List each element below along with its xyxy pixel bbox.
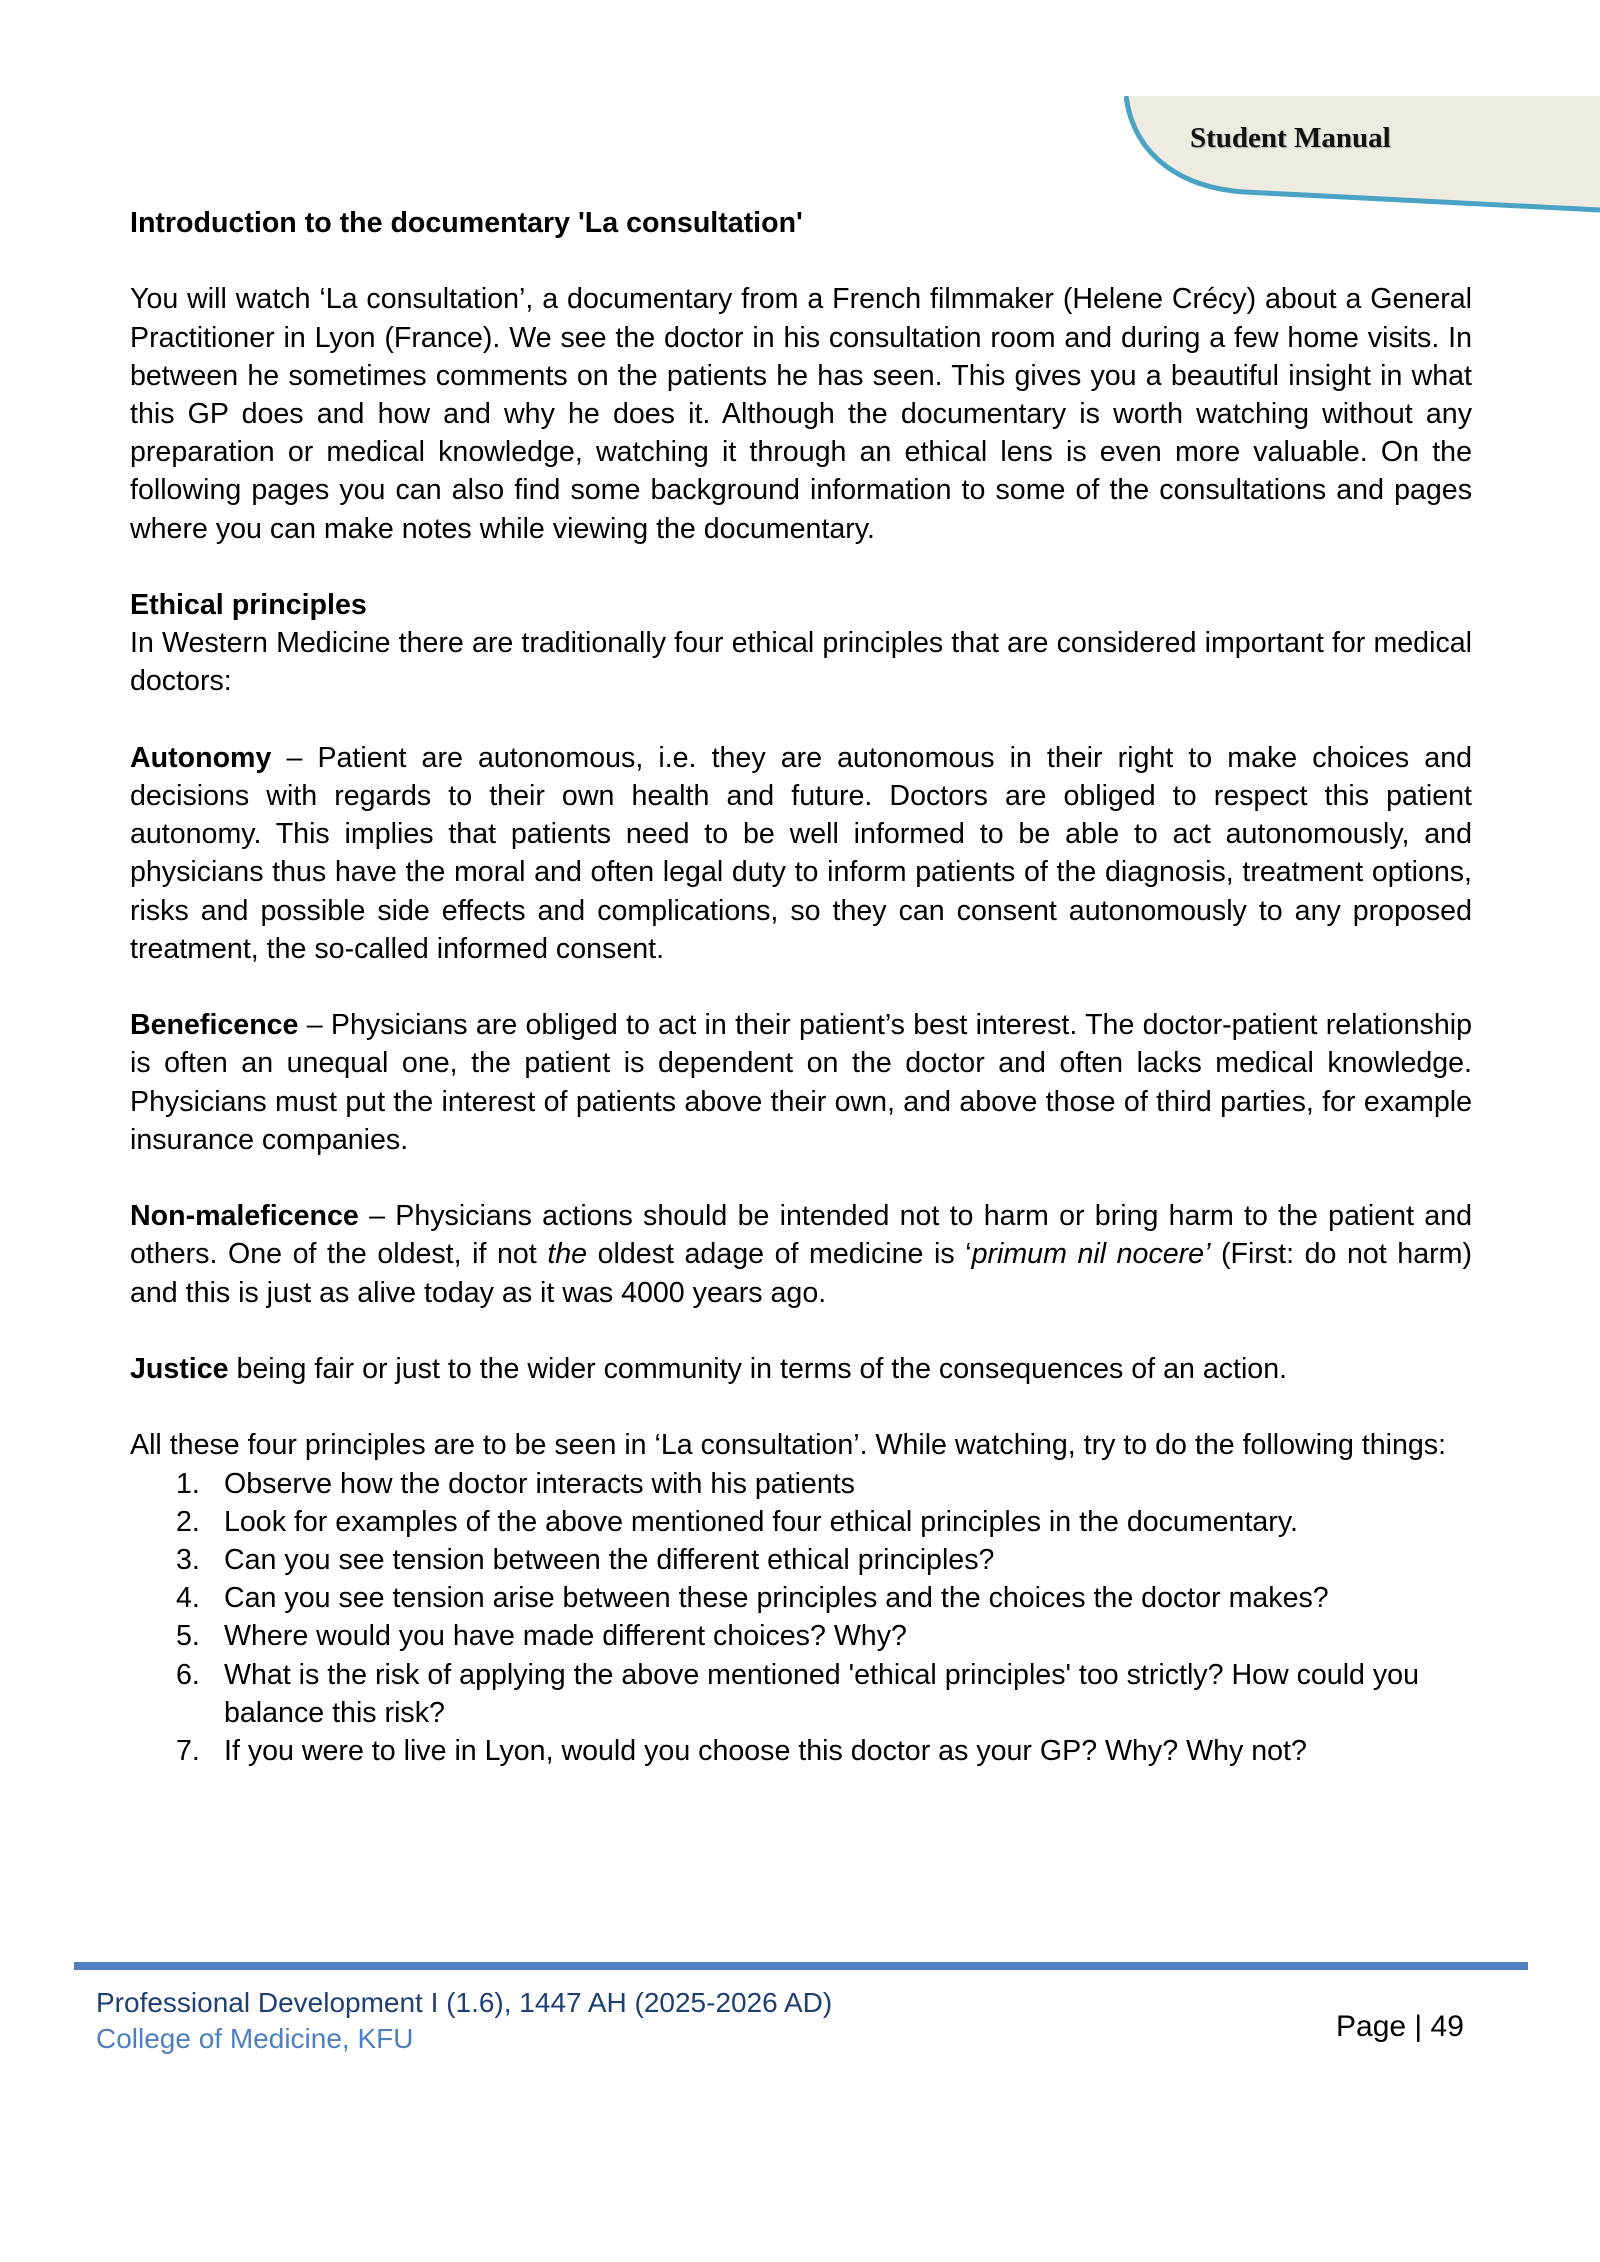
nonmaleficence-text-2: oldest adage of medicine is ‘ [587, 1238, 972, 1271]
nonmaleficence-text-3: (First: do not harm) and this is just as alive today as it was 4000 years ago. [130, 1238, 1472, 1309]
footer-info [96, 1985, 832, 2057]
intro-heading: Introduction to the documentary 'La consultation' [130, 207, 803, 239]
list-item [130, 1579, 1472, 1617]
list-item-text: Observe how the doctor interacts with his patients [224, 1467, 855, 1500]
tasks-intro: All these four principles are to be seen in ‘La consultation’. While watching, try to do the following things: [130, 1429, 1447, 1462]
justice-paragraph [130, 1350, 1472, 1388]
beneficence-paragraph [130, 1006, 1472, 1159]
list-item [130, 1465, 1472, 1503]
autonomy-text: – Patient are autonomous, i.e. they are autonomous in their right to make choices and decisions with regards to their own health and future. Doctors are obliged to respect this patient autonomy. This implies that patients need to be well informed to be able to act autonomously, and physicians thus have the moral and often legal duty to inform patients of the diagnosis, treatment options, risks and possible side effects and complications, so they can consent autonomously to any proposed treatment, the so-called informed consent. [130, 741, 1472, 965]
task-list [130, 1465, 1472, 1771]
list-item [130, 1732, 1472, 1770]
footer-divider [74, 1962, 1528, 1970]
nonmaleficence-term: Non-maleficence [130, 1200, 359, 1233]
list-item-number: 5. [176, 1620, 200, 1653]
principles-heading: Ethical principles [130, 589, 367, 621]
footer-college: College of Medicine, KFU [96, 2023, 414, 2054]
list-item-number: 1. [176, 1467, 200, 1500]
list-item-text: Look for examples of the above mentioned four ethical principles in the documentary. [224, 1505, 1298, 1538]
list-item-text: Can you see tension arise between these principles and the choices the doctor makes? [224, 1582, 1329, 1615]
footer-course: Professional Development I (1.6), 1447 AH (2025-2026 AD) [96, 1987, 833, 2018]
list-item [130, 1656, 1472, 1732]
nonmaleficence-emphasis-1: the [547, 1238, 588, 1271]
header-label: Student Manual [1190, 122, 1391, 154]
page-number: Page | 49 [1336, 2010, 1464, 2043]
autonomy-paragraph [130, 739, 1472, 968]
beneficence-term: Beneficence [130, 1009, 299, 1042]
list-item-number: 3. [176, 1544, 200, 1576]
justice-term: Justice [130, 1353, 229, 1385]
principles-paragraph: In Western Medicine there are traditionally four ethical principles that are considered important for medical doctors: [130, 627, 1472, 698]
nonmaleficence-paragraph [130, 1197, 1472, 1312]
list-item [130, 1503, 1472, 1541]
list-item [130, 1541, 1472, 1579]
autonomy-term: Autonomy [130, 741, 272, 774]
list-item-number: 7. [176, 1735, 200, 1768]
list-item [130, 1617, 1472, 1655]
list-item-text: If you were to live in Lyon, would you choose this doctor as your GP? Why? Why not? [224, 1735, 1307, 1768]
list-item-text: What is the risk of applying the above mentioned 'ethical principles' too strictly? How could you balance this risk? [224, 1658, 1419, 1729]
list-item-number: 4. [176, 1582, 200, 1615]
main-content [130, 204, 1472, 1770]
header-tab-shape [1124, 96, 1600, 216]
intro-paragraph: You will watch ‘La consultation’, a documentary from a French filmmaker (Helene Crécy) about a General Practitioner in Lyon (France). We see the doctor in his consultation room and during a few home visits. In between he sometimes comments on the patients he has seen. This gives you a beautiful insight in what this GP does and how and why he does it. Although the documentary is worth watching without any preparation or medical knowledge, watching it through an ethical lens is even more valuable. On the following pages you can also find some background information to some of the consultations and pages where you can make notes while viewing the documentary. [130, 283, 1472, 545]
list-item-text: Can you see tension between the different ethical principles? [224, 1544, 995, 1576]
nonmaleficence-emphasis-2: primum nil nocere’ [971, 1238, 1211, 1271]
nonmaleficence-text-1: – Physicians actions should be intended not to harm or bring harm to the patient and others. One of the oldest, if not [130, 1200, 1472, 1271]
justice-text: being fair or just to the wider community in terms of the consequences of an action. [228, 1353, 1288, 1385]
list-item-text: Where would you have made different choices? Why? [224, 1620, 907, 1653]
beneficence-text: – Physicians are obliged to act in their patient’s best interest. The doctor-patient relationship is often an unequal one, the patient is dependent on the doctor and often lacks medical knowledge. Physicians must put the interest of patients above their own, and above those of third parties, for example insurance companies. [130, 1009, 1472, 1156]
list-item-number: 2. [176, 1505, 200, 1538]
list-item-number: 6. [176, 1658, 200, 1691]
header-tab [1124, 96, 1600, 216]
